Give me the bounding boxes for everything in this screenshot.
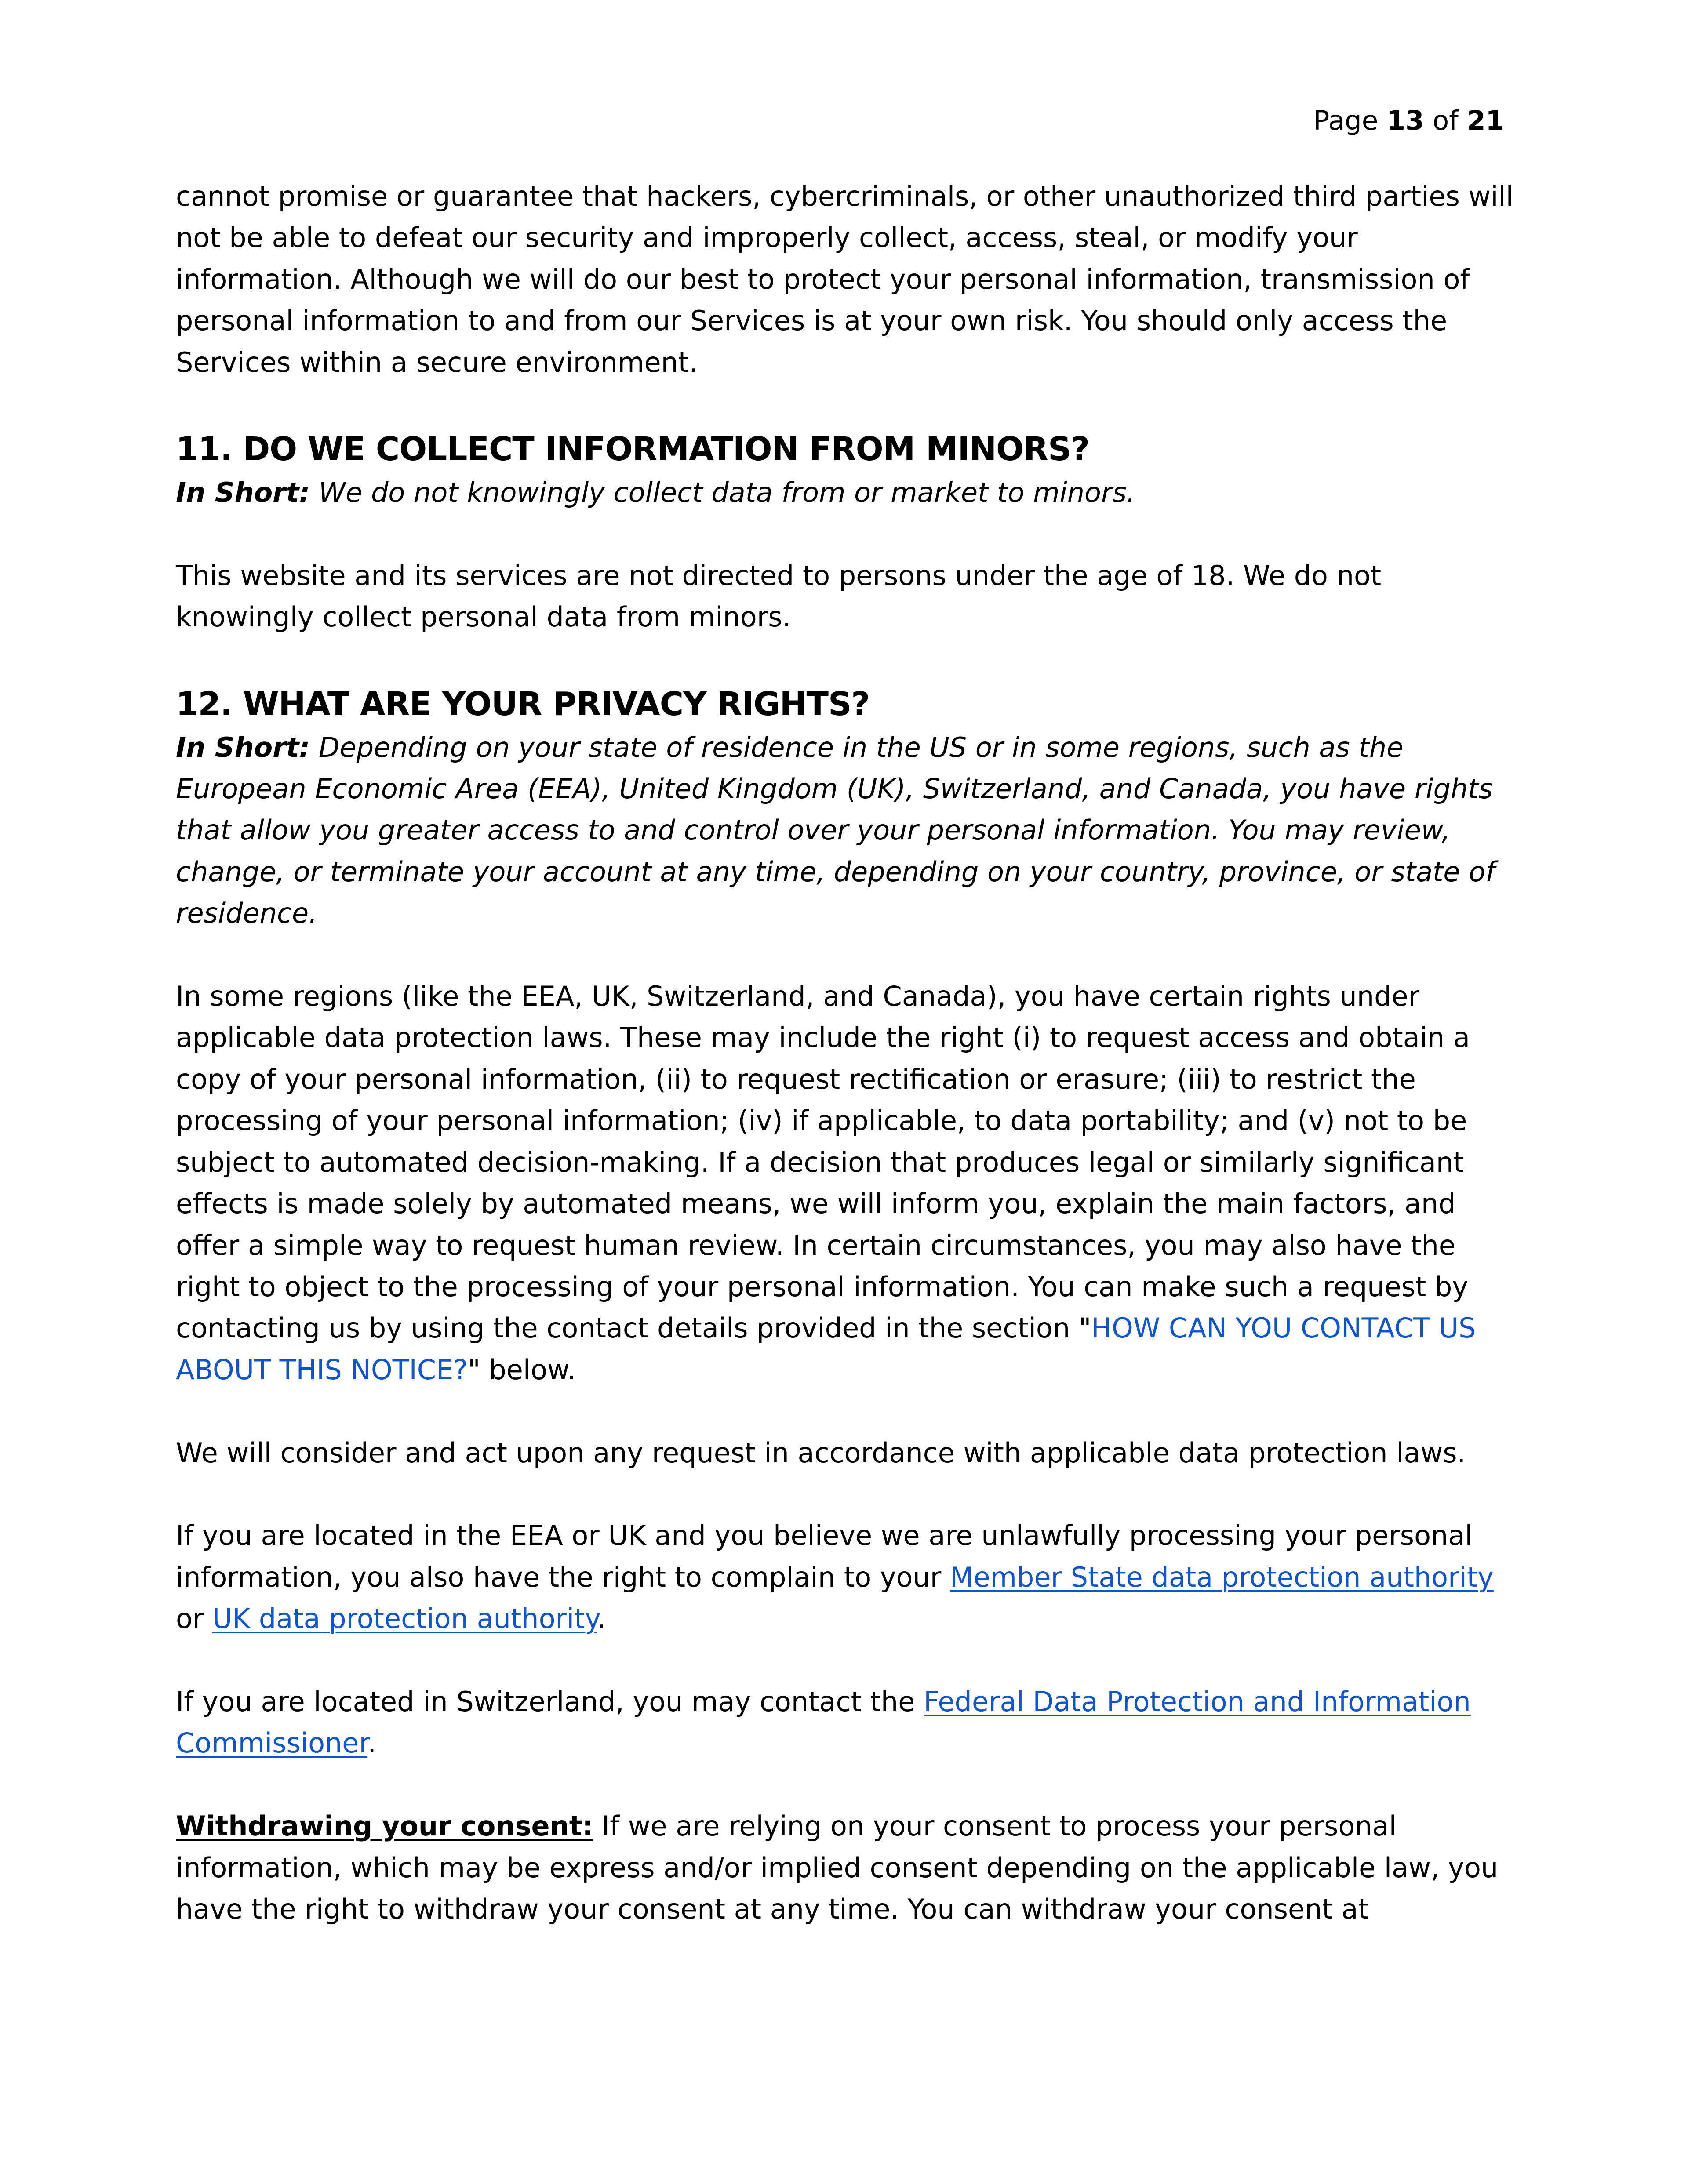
eea-text: If you are located in the EEA or UK and you believe we are unlawfully processing your personal information, you also have the right to complain to your: [176, 1519, 1473, 1593]
swiss-commissioner-link[interactable]: Federal Data Protection and Information Commissioner: [176, 1685, 1471, 1759]
security-continuation-paragraph: cannot promise or guarantee that hackers, cybercriminals, or other unauthorized third parties will not be able to defeat our security and improperly collect, access, steal, or modify your information. Although we will do our best to protect your personal information, transmission of personal information to and from our Services is at your own risk. You should only access the Services within a secure environment.: [176, 180, 1513, 378]
swiss-end: .: [367, 1727, 376, 1759]
uk-authority-link[interactable]: UK data protection authority: [212, 1603, 597, 1635]
document-content: [176, 176, 1517, 1930]
rights-paragraph: [176, 976, 1517, 1391]
switzerland-paragraph: [176, 1681, 1517, 1764]
eea-end: .: [597, 1603, 606, 1635]
withdraw-consent-paragraph: [176, 1806, 1517, 1930]
consider-paragraph: We will consider and act upon any request in accordance with applicable data protection laws.: [176, 1436, 1466, 1469]
in-short-text: We do not knowingly collect data from or market to minors.: [318, 476, 1135, 509]
contact-section-link[interactable]: HOW CAN YOU CONTACT US ABOUT THIS NOTICE?: [176, 1312, 1476, 1386]
eea-complaint-paragraph: [176, 1515, 1517, 1639]
current-page: 13: [1386, 105, 1424, 136]
rights-text-end: " below.: [468, 1353, 576, 1386]
total-pages: 21: [1467, 105, 1504, 136]
section-11-heading: 11. DO WE COLLECT INFORMATION FROM MINORS?: [176, 430, 1090, 469]
page-label: Page: [1313, 105, 1379, 136]
page-of-label: of: [1432, 105, 1459, 136]
section-12-heading: 12. WHAT ARE YOUR PRIVACY RIGHTS?: [176, 685, 870, 723]
withdraw-consent-text: If we are relying on your consent to process your personal information, which may be express and/or implied consent depending on the applicable law, you have the right to withdraw your consent at any time. You can withdraw your consent at: [176, 1810, 1499, 1925]
section-12-in-short: [176, 727, 1517, 934]
swiss-text: If you are located in Switzerland, you may contact the: [176, 1685, 924, 1718]
section-11-in-short: [176, 472, 1517, 513]
section-11-body: This website and its services are not directed to persons under the age of 18. We do not knowingly collect personal data from minors.: [176, 559, 1382, 633]
withdraw-consent-label: Withdrawing your consent:: [176, 1810, 593, 1842]
page-number: [1313, 100, 1504, 142]
eea-or-text: or: [176, 1603, 213, 1635]
in-short-label: In Short:: [176, 731, 310, 763]
in-short-label: In Short:: [176, 476, 310, 509]
rights-text: In some regions (like the EEA, UK, Switzerland, and Canada), you have certain rights under applicable data protection laws. These may include the right (i) to request access and obtain a copy of your personal information, (ii) to request rectification or erasure; (iii) to restrict the processing of your personal information; (iv) if applicable, to data portability; and (v) not to be subject to automated decision-making. If a decision that produces legal or similarly significant effects is made solely by automated means, we will inform you, explain the main factors, and offer a simple way to request human review. In certain circumstances, you may also have the right to object to the processing of your personal information. You can make such a request by contacting us by using the contact details provided in the section ": [176, 980, 1470, 1345]
in-short-text: Depending on your state of residence in the US or in some regions, such as the European Economic Area (EEA), United Kingdom (UK), Switzerland, and Canada, you have rights that allow you greater access to and control over your personal information. You may review, change, or terminate your account at any time, depending on your country, province, or state of residence.: [176, 731, 1495, 930]
member-state-authority-link[interactable]: Member State data protection authority: [950, 1561, 1494, 1593]
